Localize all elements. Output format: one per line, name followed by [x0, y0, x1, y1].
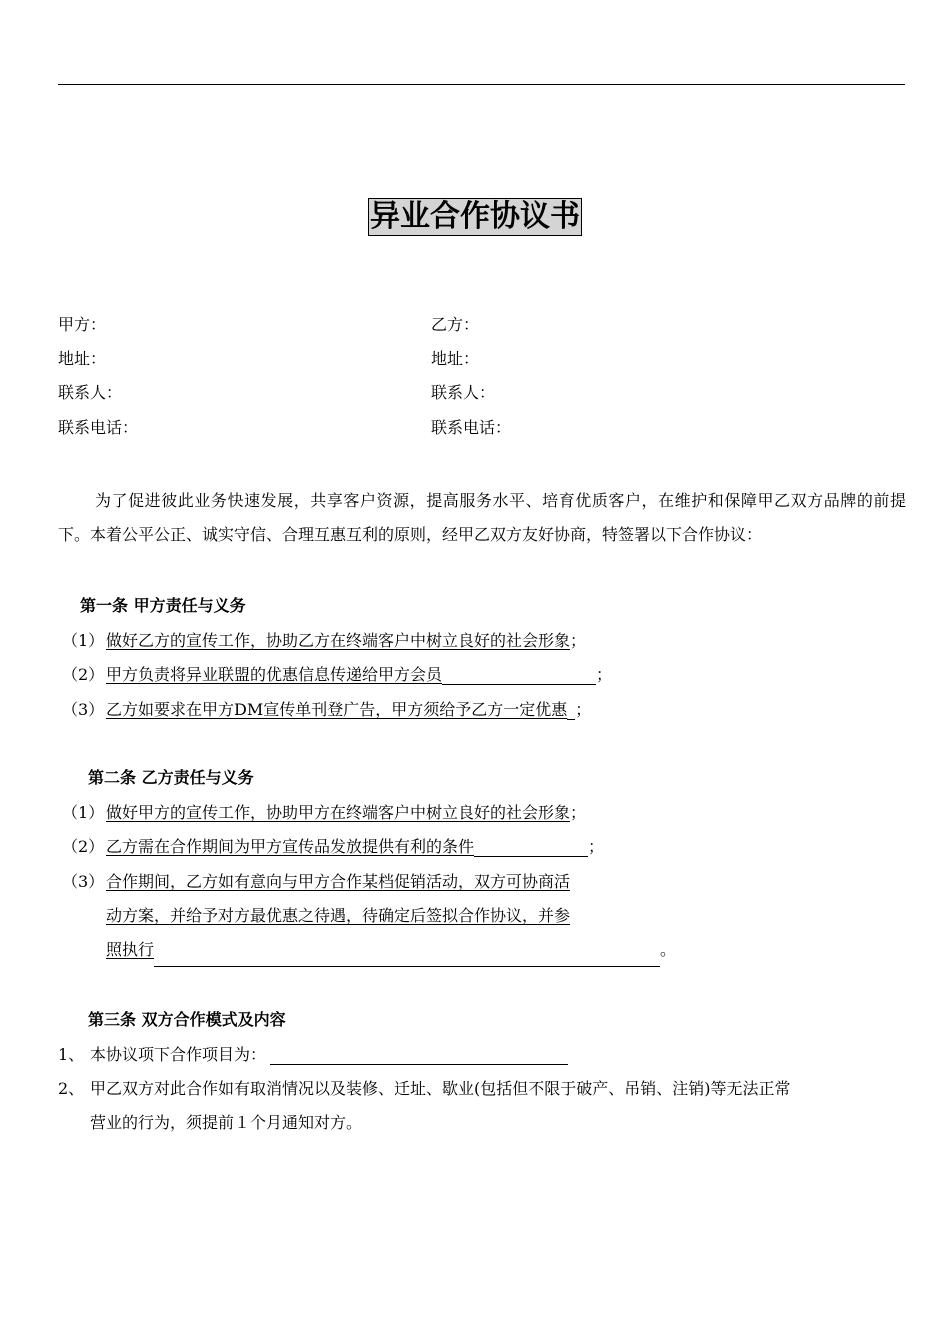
title-block: [0, 198, 950, 236]
article2-item-number: [62, 872, 106, 892]
clause-text-line: 营业的行为，须提前１个月通知对方。: [90, 1113, 363, 1132]
item-end: ；: [570, 631, 587, 650]
party-b-label: 乙方：: [431, 315, 480, 334]
document-title: 异业合作协议书: [370, 199, 580, 234]
item-end: 。: [660, 940, 677, 959]
party-b-address: 地址：: [431, 349, 480, 368]
item-text: 乙方需在合作期间为甲方宣传品发放提供有利的条件: [106, 837, 475, 856]
article3-heading: 第三条 双方合作模式及内容: [88, 1010, 286, 1029]
article1-item: [62, 700, 591, 720]
article1-heading: 第一条 甲方责任与义务: [80, 596, 246, 615]
item-text: 乙方如要求在甲方DM宣传单刊登广告，甲方须给予乙方一定优惠: [106, 700, 568, 719]
article1-item: [62, 665, 612, 685]
item-text-line: 合作期间，乙方如有意向与甲方合作某档促销活动，双方可协商活: [106, 872, 571, 891]
item-text: 做好乙方的宣传工作，协助乙方在终端客户中树立良好的社会形象: [106, 631, 571, 650]
clause-number: 2、: [58, 1079, 85, 1098]
party-a-address: 地址：: [58, 349, 107, 368]
fill-blank: [474, 838, 588, 857]
fill-blank: [154, 948, 660, 967]
party-b-phone: 联系电话：: [431, 418, 512, 437]
item-end: ；: [588, 837, 605, 856]
party-a-label: 甲方：: [58, 315, 107, 334]
item-text: 甲方负责将异业联盟的优惠信息传递给甲方会员: [106, 665, 443, 684]
item-text-line: 动方案，并给予对方最优惠之待遇，待确定后签拟合作协议，并参: [106, 906, 571, 925]
item-number: （3）: [62, 872, 105, 891]
article2-item: [62, 837, 604, 857]
article1-item: [62, 631, 586, 651]
article2-heading: 第二条 乙方责任与义务: [88, 768, 254, 787]
intro-paragraph: 为了促进彼此业务快速发展，共享客户资源，提高服务水平、培育优质客户，在维护和保障甲乙双方品牌的前提下。本着公平公正、诚实守信、合理互惠互利的原则，经甲乙双方友好协商，特签署以下合作协议：: [58, 491, 906, 544]
item-number: （2）: [62, 837, 105, 856]
item-number: （1）: [62, 803, 105, 822]
item-end: ；: [575, 700, 592, 719]
article2-item-3-text: [106, 865, 686, 967]
item-number: （1）: [62, 631, 105, 650]
clause-text: 本协议项下合作项目为：: [90, 1045, 267, 1064]
article2-item: [62, 803, 586, 823]
item-text: 做好甲方的宣传工作，协助甲方在终端客户中树立良好的社会形象: [106, 803, 571, 822]
clause-text-line: 甲乙双方对此合作如有取消情况以及装修、迁址、歇业(包括但不限于破产、吊销、注销)等无法正常: [90, 1079, 791, 1098]
fill-blank: [442, 666, 596, 685]
item-text-line: 照执行: [106, 940, 155, 959]
item-number: （2）: [62, 665, 105, 684]
item-number: （3）: [62, 700, 105, 719]
item-end: ；: [570, 803, 587, 822]
header-rule: [58, 84, 905, 85]
project-blank: [270, 1046, 568, 1065]
clause-number: 1、: [58, 1045, 85, 1064]
item-end: ；: [596, 665, 613, 684]
party-a-phone: 联系电话：: [58, 418, 139, 437]
party-b-contact: 联系人：: [431, 383, 496, 402]
party-a-contact: 联系人：: [58, 383, 123, 402]
